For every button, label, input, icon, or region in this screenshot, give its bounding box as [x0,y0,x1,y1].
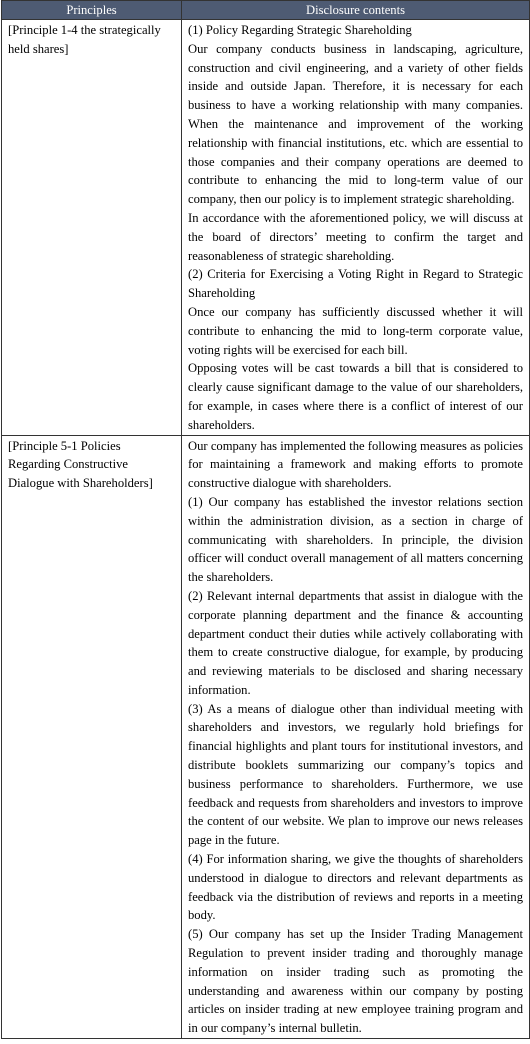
paragraph: (2) Criteria for Exercising a Voting Right in Regard to Strategic Shareholding [188,267,523,301]
table-row [2,20,530,436]
disclosure-cell [182,435,530,1039]
paragraph: Our company conducts business in landscaping, agriculture, construction and civil engineering, and a variety of other fields inside and outside Japan. Therefore, it is necessary for each business to have a working relationship with many companies. When the maintenance and improvement of the working relationship with financial institutions, etc. which are essential to those companies and their company operations are deemed to contribute to enhancing the mid to long-term value of our company, then our policy is to implement strategic shareholding. [188,41,523,207]
paragraph: Once our company has sufficiently discussed whether it will contribute to enhancing the mid to long-term corporate value, voting rights will be exercised for each bill. [188,304,523,357]
paragraph: (2) Relevant internal departments that assist in dialogue with the corporate planning department and the finance & accounting department conduct their duties while actively collaborating with them to create constructive dialogue, for example, by producing and reviewing materials to be disclosed and sharing necessary information. [188,588,523,697]
paragraph: Our company has implemented the following measures as policies for maintaining a framework and making efforts to promote constructive dialogue with shareholders. [188,438,523,491]
table-row [2,435,530,1039]
paragraph: (1) Policy Regarding Strategic Shareholding [188,23,412,37]
paragraph: (4) For information sharing, we give the thoughts of shareholders understood in dialogue to directors and relevant departments as feedback via the distribution of reviews and reports in a meeting body. [188,852,523,923]
disclosure-table [1,0,530,1039]
disclosure-header: Disclosure contents [182,1,530,20]
paragraph: (1) Our company has established the investor relations section within the administration division, as a section in charge of communicating with shareholders. In principle, the division officer will conduct overall management of all matters concerning the shareholders. [188,494,523,585]
paragraph: Opposing votes will be cast towards a bill that is considered to clearly cause significant damage to the value of our shareholders, for example, in cases where there is a conflict of interest of our shareholders. [188,361,523,432]
principles-header: Principles [2,1,182,20]
paragraph: In accordance with the aforementioned policy, we will discuss at the board of directors’ meeting to confirm the target and reasonableness of strategic shareholding. [188,210,523,263]
paragraph: (5) Our company has set up the Insider Trading Management Regulation to prevent insider trading and thoroughly manage information on insider trading such as promoting the understanding and awareness within our company by posting articles on insider trading at new employee training program and in our company’s internal bulletin. [188,927,523,1036]
principle-cell: [Principle 5-1 Policies Regarding Constructive Dialogue with Shareholders] [2,435,182,1039]
principle-cell: [Principle 1-4 the strategically held shares] [2,20,182,436]
disclosure-cell [182,20,530,436]
header-row [2,1,530,20]
paragraph: (3) As a means of dialogue other than individual meeting with shareholders and investors, we regularly hold briefings for financial highlights and plant tours for institutional investors, and distribute booklets summarizing our company’s topics and business performance to shareholders. Furthermore, we use feedback and requests from shareholders and investors to improve the content of our website. We plan to improve our news releases page in the future. [188,701,523,848]
